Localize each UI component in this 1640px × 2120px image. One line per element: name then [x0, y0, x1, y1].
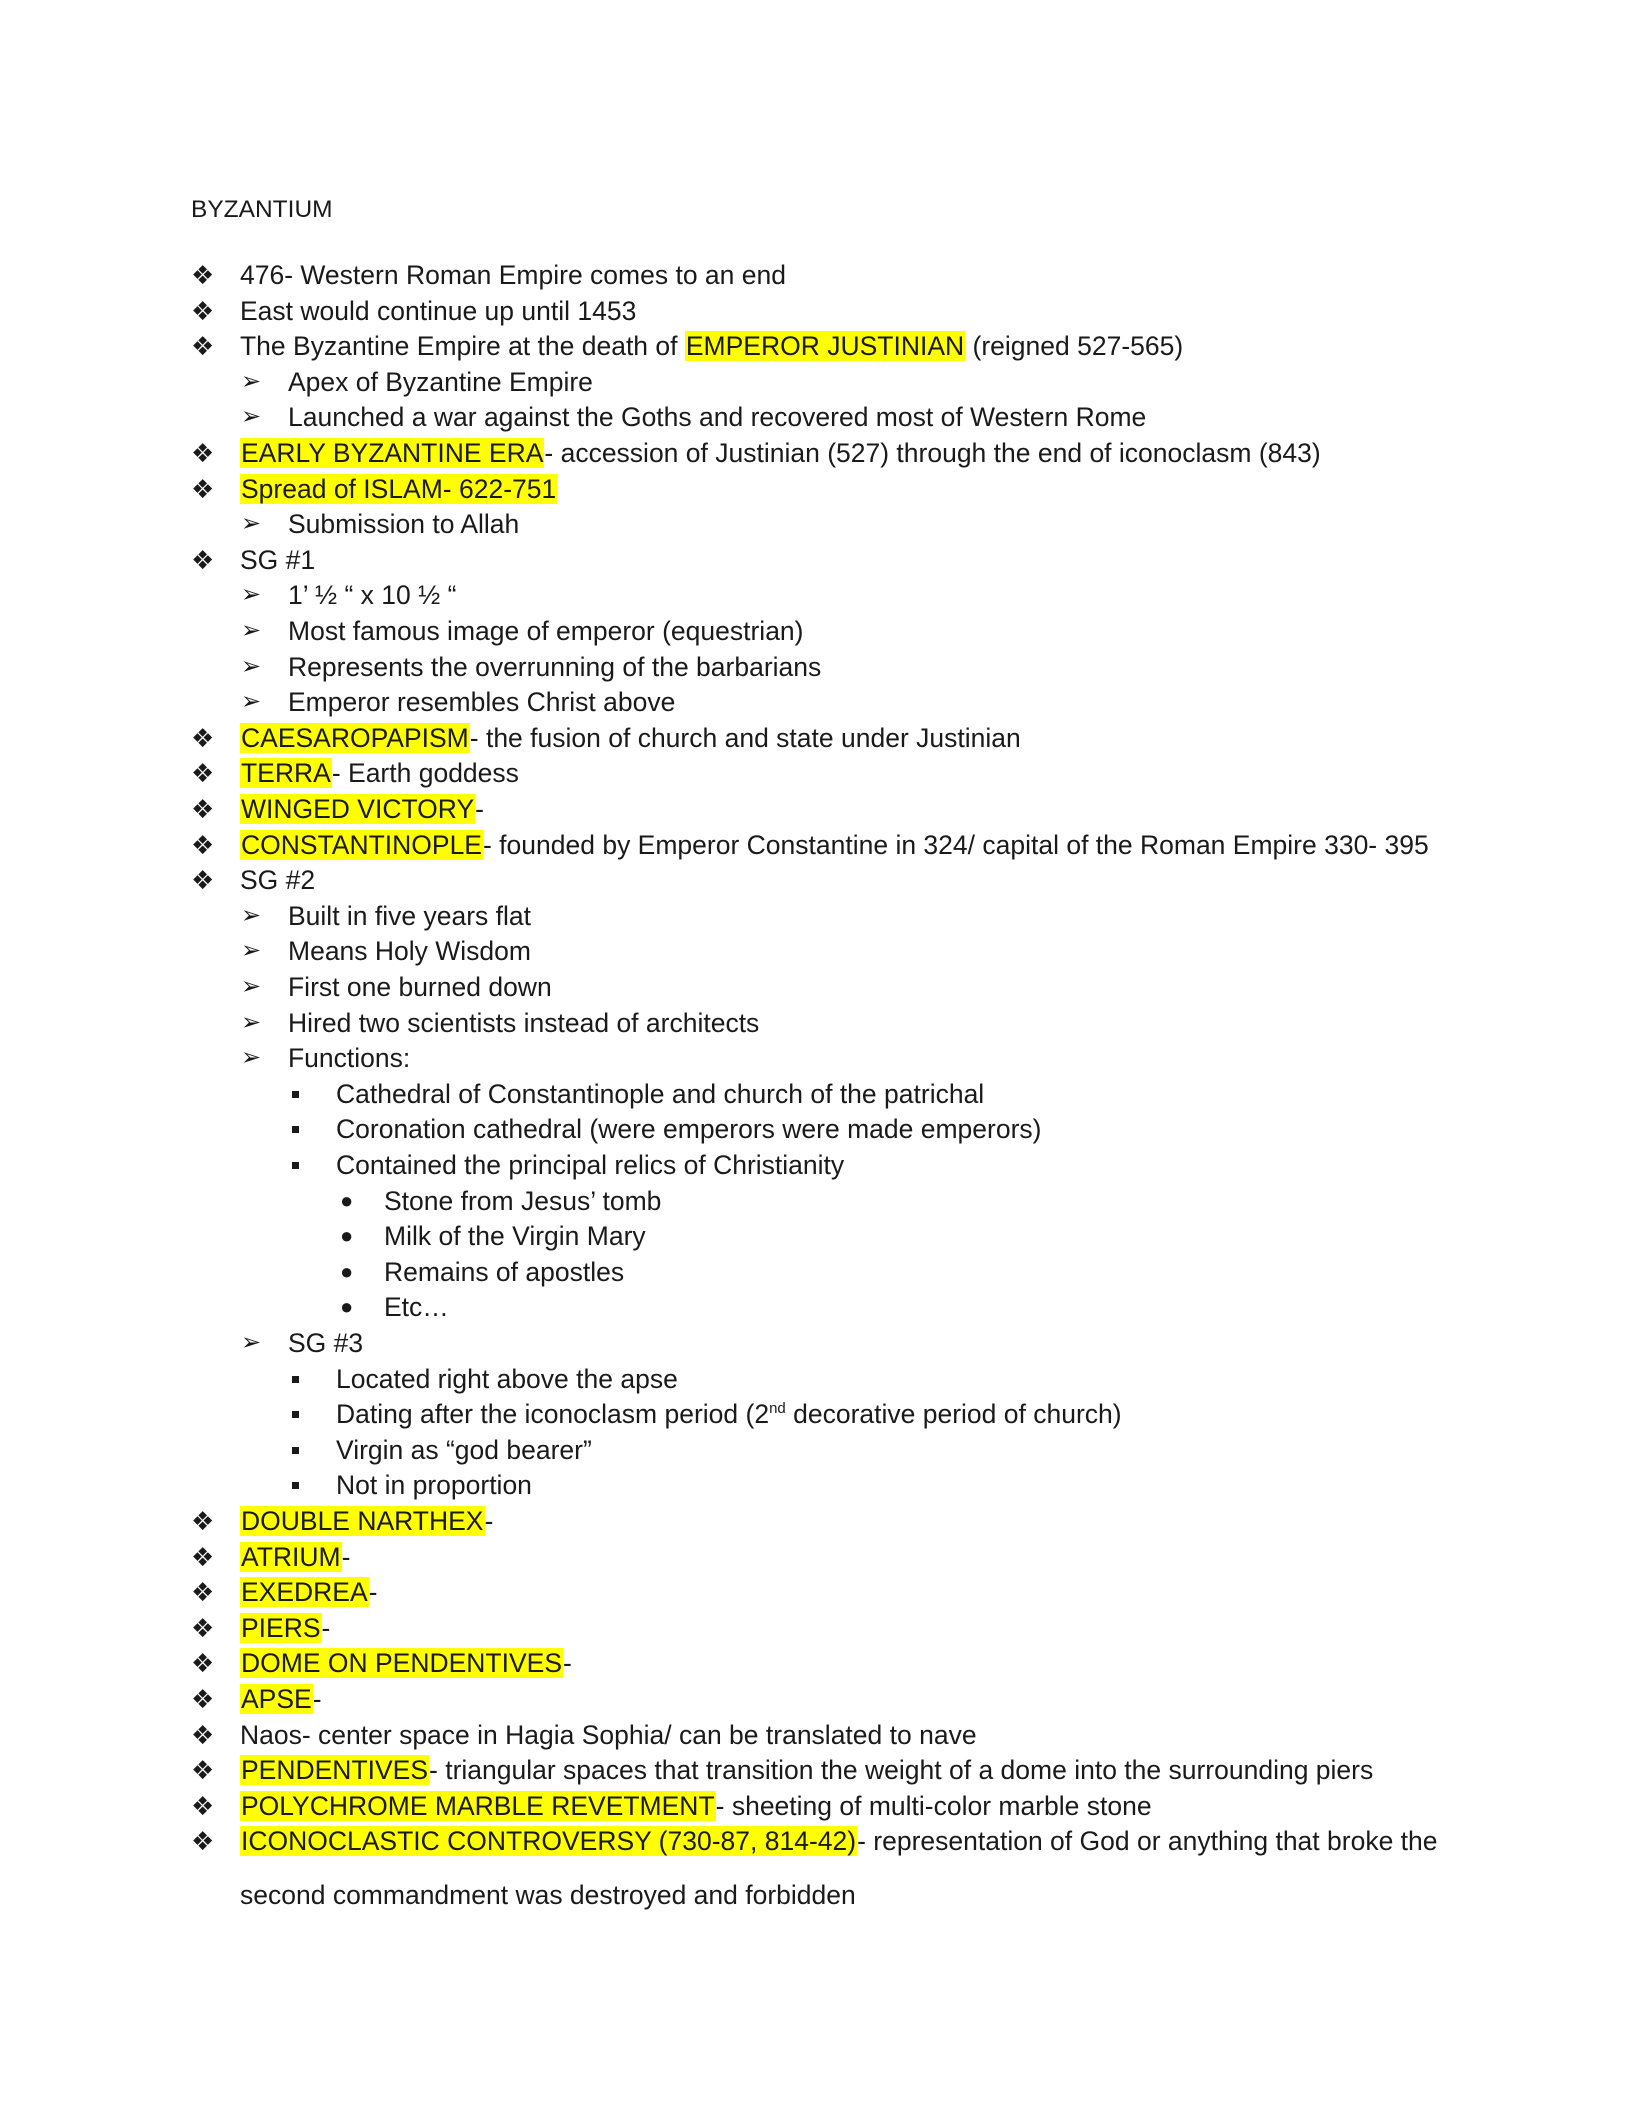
list-item-text: [288, 367, 593, 397]
highlighted-term: POLYCHROME MARBLE REVETMENT: [241, 1791, 715, 1821]
diamond-bullet-icon: ❖: [191, 1791, 215, 1821]
highlighted-term: Spread of ISLAM- 622-751: [241, 474, 557, 504]
list-item-body: Hired two scientists instead of architects: [288, 1008, 760, 1038]
list-item: [191, 1719, 977, 1751]
list-item: [340, 1256, 625, 1288]
list-item: [191, 1683, 322, 1715]
list-item-text: [288, 402, 1146, 432]
list-item-text: [288, 1008, 759, 1038]
list-item-text: [240, 438, 1321, 468]
arrow-bullet-icon: ➢: [241, 973, 262, 1000]
list-item-text: [288, 652, 821, 682]
list-item-text: [336, 1079, 984, 1109]
list-item-text: [240, 1648, 572, 1678]
list-item-text: [240, 1506, 493, 1536]
diamond-bullet-icon: ❖: [191, 723, 215, 753]
list-item-body: -: [312, 1684, 322, 1714]
list-item: [241, 935, 531, 967]
list-item-body: Remains of apostles: [384, 1257, 625, 1287]
arrow-bullet-icon: ➢: [241, 1044, 262, 1071]
list-item-body: 476- Western Roman Empire comes to an end: [240, 260, 786, 290]
diamond-bullet-icon: ❖: [191, 438, 215, 468]
list-item: [241, 366, 593, 398]
list-item-body: Virgin as “god bearer”: [336, 1435, 592, 1465]
list-item: [191, 544, 316, 576]
highlighted-term: EXEDREA: [241, 1577, 368, 1607]
arrow-bullet-icon: ➢: [241, 617, 262, 644]
dot-bullet-icon: ●: [340, 1294, 354, 1319]
list-item: [336, 1469, 532, 1501]
list-item: [241, 579, 457, 611]
list-item: [336, 1149, 844, 1181]
list-item-text: [288, 580, 456, 610]
square-bullet-icon: [292, 1113, 299, 1145]
highlighted-term: DOUBLE NARTHEX: [241, 1506, 484, 1536]
arrow-bullet-icon: ➢: [241, 368, 262, 395]
arrow-bullet-icon: ➢: [241, 581, 262, 608]
list-item: [191, 1541, 351, 1573]
list-item: [336, 1078, 984, 1110]
list-item: [191, 1647, 572, 1679]
list-item-text: [240, 545, 315, 575]
highlighted-term: CONSTANTINOPLE: [241, 830, 482, 860]
list-item-body: -: [475, 794, 484, 824]
square-bullet-icon: [292, 1434, 299, 1466]
diamond-bullet-icon: ❖: [191, 1506, 215, 1536]
square-bullet-shape: [292, 1376, 299, 1383]
list-item-text: [240, 1826, 1438, 1856]
dot-bullet-icon: ●: [340, 1223, 354, 1248]
list-item-text: [240, 1577, 377, 1607]
list-item-text: [336, 1114, 1042, 1144]
list-item-body: -: [321, 1613, 331, 1643]
square-bullet-icon: [292, 1469, 299, 1501]
list-item: [191, 259, 786, 291]
list-item: [191, 722, 1021, 754]
list-item-text: [384, 1292, 449, 1322]
list-item-body: Launched a war against the Goths and recovered most of Western Rome: [288, 402, 1147, 432]
highlighted-term: EMPEROR JUSTINIAN: [685, 331, 965, 361]
list-item-body: Coronation cathedral (were emperors were made emperors): [336, 1114, 1042, 1144]
list-item: [336, 1398, 1122, 1430]
list-item: [241, 615, 804, 647]
square-bullet-shape: [292, 1126, 299, 1133]
list-item-body: Contained the principal relics of Christianity: [336, 1150, 845, 1180]
list-item-text: [240, 1542, 350, 1572]
list-item: [241, 1327, 364, 1359]
list-item-body: First one burned down: [288, 972, 552, 1002]
square-bullet-shape: [292, 1447, 299, 1454]
list-item: [241, 651, 822, 683]
list-item-text: [240, 260, 786, 290]
list-item-body: -: [341, 1542, 351, 1572]
square-bullet-icon: [292, 1363, 299, 1395]
square-bullet-shape: [292, 1482, 299, 1489]
highlighted-term: WINGED VICTORY: [241, 794, 475, 824]
highlighted-term: PENDENTIVES: [241, 1755, 429, 1785]
diamond-bullet-icon: ❖: [191, 474, 215, 504]
list-item-body: Naos- center space in Hagia Sophia/ can be translated to nave: [240, 1720, 977, 1750]
list-item: [191, 757, 519, 789]
highlighted-term: APSE: [241, 1684, 312, 1714]
document-title: BYZANTIUM: [191, 196, 333, 223]
diamond-bullet-icon: ❖: [191, 1684, 215, 1714]
list-item: [191, 1825, 1438, 1857]
diamond-bullet-icon: ❖: [191, 260, 215, 290]
list-item-body: - the fusion of church and state under Justinian: [469, 723, 1021, 753]
list-item: [191, 437, 1321, 469]
list-item-text: [336, 1470, 532, 1500]
list-item-text: [240, 1720, 977, 1750]
list-item-text: [384, 1186, 661, 1216]
diamond-bullet-icon: ❖: [191, 1755, 215, 1785]
square-bullet-shape: [292, 1162, 299, 1169]
list-item-body: Milk of the Virgin Mary: [384, 1221, 646, 1251]
list-item-body: Represents the overrunning of the barbarians: [288, 652, 822, 682]
list-item-body: -: [368, 1577, 378, 1607]
list-item-text: [240, 794, 484, 824]
list-item-body: Located right above the apse: [336, 1364, 678, 1394]
list-item: [340, 1185, 662, 1217]
diamond-bullet-icon: ❖: [191, 758, 215, 788]
list-item: [241, 1042, 411, 1074]
diamond-bullet-icon: ❖: [191, 1577, 215, 1607]
square-bullet-shape: [292, 1411, 299, 1418]
list-item-text: [240, 1791, 1152, 1821]
list-item-text: [240, 865, 315, 895]
list-item-suffix: decorative period of church): [785, 1399, 1122, 1429]
list-item-body: Apex of Byzantine Empire: [288, 367, 593, 397]
highlighted-term: ICONOCLASTIC CONTROVERSY (730-87, 814-42): [241, 1826, 857, 1856]
highlighted-term: EARLY BYZANTINE ERA: [241, 438, 544, 468]
arrow-bullet-icon: ➢: [241, 1009, 262, 1036]
arrow-bullet-icon: ➢: [241, 403, 262, 430]
list-item: [241, 508, 520, 540]
list-item: [191, 829, 1429, 861]
dot-bullet-icon: ●: [340, 1259, 354, 1284]
list-item-text: [288, 687, 675, 717]
list-item: [336, 1363, 678, 1395]
list-item-body: Built in five years flat: [288, 901, 532, 931]
list-item-body: - sheeting of multi-color marble stone: [715, 1791, 1152, 1821]
list-item-text: [288, 1043, 410, 1073]
list-item: [191, 295, 637, 327]
list-item: [241, 686, 676, 718]
list-item: [241, 900, 532, 932]
list-item-text: [288, 509, 519, 539]
diamond-bullet-icon: ❖: [191, 1720, 215, 1750]
list-item: [191, 1612, 331, 1644]
list-item-body: SG #1: [240, 545, 316, 575]
list-item-body: Stone from Jesus’ tomb: [384, 1186, 662, 1216]
list-item-text: [336, 1150, 844, 1180]
list-item: [191, 1754, 1374, 1786]
list-item-body: Functions:: [288, 1043, 411, 1073]
list-item: [340, 1291, 449, 1323]
list-item: [241, 401, 1147, 433]
list-item-body: -: [484, 1506, 494, 1536]
list-item-text: [240, 296, 636, 326]
arrow-bullet-icon: ➢: [241, 653, 262, 680]
list-item-text: [288, 616, 804, 646]
arrow-bullet-icon: ➢: [241, 937, 262, 964]
list-item-text: [240, 723, 1021, 753]
list-item-text: [288, 901, 531, 931]
list-item-text: [240, 758, 519, 788]
list-item-body: Dating after the iconoclasm period (2: [336, 1399, 770, 1429]
list-item-body: Most famous image of emperor (equestrian): [288, 616, 804, 646]
diamond-bullet-icon: ❖: [191, 296, 215, 326]
dot-bullet-icon: ●: [340, 1188, 354, 1213]
list-item-text: [384, 1257, 624, 1287]
superscript: nd: [769, 1400, 786, 1418]
list-item-text: [288, 972, 552, 1002]
list-item-text: [240, 1613, 330, 1643]
list-item-text: [288, 1328, 363, 1358]
list-item-body: -: [563, 1648, 572, 1678]
list-item-body: Means Holy Wisdom: [288, 936, 531, 966]
list-item-body: - representation of God or anything that broke the: [857, 1826, 1438, 1856]
arrow-bullet-icon: ➢: [241, 510, 262, 537]
diamond-bullet-icon: ❖: [191, 545, 215, 575]
list-item-text: [240, 830, 1429, 860]
highlighted-term: ATRIUM: [241, 1542, 341, 1572]
list-item-prefix: The Byzantine Empire at the death of: [240, 331, 685, 361]
list-item: [191, 864, 316, 896]
list-item-text: [336, 1399, 1122, 1429]
list-item-body: 1’ ½ “ x 10 ½ “: [288, 580, 457, 610]
arrow-bullet-icon: ➢: [241, 1329, 262, 1356]
list-item: [336, 1113, 1042, 1145]
arrow-bullet-icon: ➢: [241, 902, 262, 929]
list-item-text: [240, 1684, 322, 1714]
list-item-body: Emperor resembles Christ above: [288, 687, 676, 717]
list-item-body: - accession of Justinian (527) through the end of iconoclasm (843): [544, 438, 1321, 468]
list-item: [191, 1505, 494, 1537]
list-item: [336, 1434, 592, 1466]
diamond-bullet-icon: ❖: [191, 1648, 215, 1678]
list-item-body: - triangular spaces that transition the weight of a dome into the surrounding piers: [429, 1755, 1374, 1785]
square-bullet-icon: [292, 1078, 299, 1110]
diamond-bullet-icon: ❖: [191, 830, 215, 860]
list-item-text: [240, 474, 557, 504]
list-item-body: - founded by Emperor Constantine in 324/ capital of the Roman Empire 330- 395: [482, 830, 1429, 860]
list-item: [191, 793, 484, 825]
diamond-bullet-icon: ❖: [191, 865, 215, 895]
list-item-text: [336, 1364, 678, 1394]
arrow-bullet-icon: ➢: [241, 688, 262, 715]
diamond-bullet-icon: ❖: [191, 1826, 215, 1856]
list-item: [241, 971, 552, 1003]
square-bullet-shape: [292, 1091, 299, 1098]
highlighted-term: DOME ON PENDENTIVES: [241, 1648, 562, 1678]
diamond-bullet-icon: ❖: [191, 331, 215, 361]
list-item-text: [240, 1755, 1373, 1785]
diamond-bullet-icon: ❖: [191, 1613, 215, 1643]
list-item: [191, 330, 1184, 362]
continuation-line: second commandment was destroyed and forbidden: [240, 1880, 856, 1910]
list-item: [191, 1576, 378, 1608]
highlighted-term: PIERS: [241, 1613, 321, 1643]
list-item-body: Not in proportion: [336, 1470, 532, 1500]
highlighted-term: CAESAROPAPISM: [241, 723, 469, 753]
list-item-body: Submission to Allah: [288, 509, 520, 539]
list-item: [191, 473, 557, 505]
list-item-body: (reigned 527-565): [965, 331, 1184, 361]
list-item-body: SG #3: [288, 1328, 364, 1358]
list-item-text: [288, 936, 531, 966]
square-bullet-icon: [292, 1149, 299, 1181]
diamond-bullet-icon: ❖: [191, 794, 215, 824]
square-bullet-icon: [292, 1398, 299, 1430]
list-item-body: East would continue up until 1453: [240, 296, 637, 326]
list-item-body: Etc…: [384, 1292, 449, 1322]
list-item-body: Cathedral of Constantinople and church of the patrichal: [336, 1079, 985, 1109]
list-item: [191, 1790, 1152, 1822]
list-item-body: SG #2: [240, 865, 316, 895]
list-item-text: [336, 1435, 592, 1465]
list-item: [241, 1007, 760, 1039]
diamond-bullet-icon: ❖: [191, 1542, 215, 1572]
list-item-body: - Earth goddess: [331, 758, 519, 788]
list-item-text: [384, 1221, 646, 1251]
list-item: [340, 1220, 646, 1252]
list-item-text: [240, 331, 1183, 361]
highlighted-term: TERRA: [241, 758, 331, 788]
